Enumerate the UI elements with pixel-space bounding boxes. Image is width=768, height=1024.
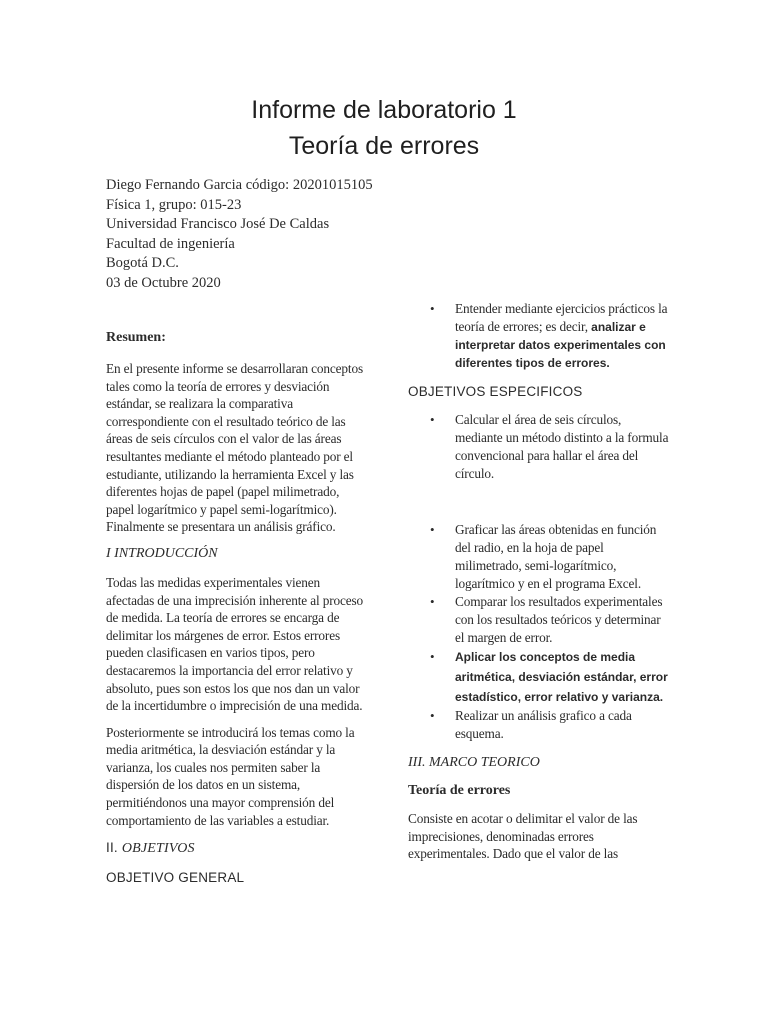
list-item — [408, 593, 670, 647]
specific-objectives-list-2 — [408, 521, 670, 743]
document-title: Informe de laboratorio 1 — [251, 96, 517, 124]
objectives-heading — [106, 840, 368, 857]
author-block — [106, 176, 426, 294]
document-subtitle: Teoría de errores — [288, 132, 480, 160]
left-column — [106, 330, 368, 885]
bullet-icon: • — [430, 412, 435, 427]
specific-objectives-heading: OBJETIVOS ESPECIFICOS — [408, 384, 583, 399]
specific-objective-3: Comparar los resultados experimentales con los resultados teóricos y determinar el margen de error. — [455, 594, 663, 645]
specific-objective-4: Aplicar los conceptos de media aritmética, desviación estándar, error estadístico, error relativo y varianza. — [455, 650, 668, 704]
abstract-heading: Resumen: — [106, 330, 166, 345]
specific-objective-2: Graficar las áreas obtenidas en función del radio, en la hoja de papel milimetrado, semi-logarítmico, logarítmico y en el programa Excel. — [455, 522, 657, 591]
objectives-number: II. — [106, 840, 122, 856]
list-item — [408, 521, 670, 593]
general-objective-bold: analizar e interpretar datos experimentales con diferentes tipos de errores. — [455, 320, 666, 370]
specific-objectives-list-1 — [408, 411, 670, 483]
bullet-icon: • — [430, 708, 435, 723]
intro-paragraph-1: Todas las medidas experimentales vienen afectadas de una imprecisión inherente al proceso de medida. La teoría de errores se encarga de delimitar los márgenes de error. Estos errores pueden clasificasen en varios tipos, pero destacaremos la importancia del error relativo y absoluto, pues son estos los que nos dan un valor de la incertidumbre o imprecisión de una medida. — [106, 574, 363, 714]
bullet-icon: • — [430, 649, 435, 664]
list-item — [408, 647, 670, 707]
list-item — [408, 707, 670, 743]
course-line: Física 1, grupo: 015-23 — [106, 196, 242, 213]
author-line: Diego Fernando Garcia código: 20201015105 — [106, 177, 373, 193]
marco-teorico-heading: III. MARCO TEORICO — [408, 755, 540, 770]
general-objective-list — [408, 300, 670, 372]
teoria-errores-text: Consiste en acotar o delimitar el valor de las imprecisiones, denominadas errores experimentales. Dado que el valor de las — [408, 811, 638, 862]
objectives-title: OBJETIVOS — [121, 841, 195, 857]
abstract-text: En el presente informe se desarrollaran conceptos tales como la teoría de errores y desviación estándar, se realizara la comparativa correspondiente con el resultado teórico de las áreas de seis círculos con el valor de las áreas resultantes mediante el método planteado por el estudiante, utilizando la herramienta Excel y las diferentes hojas de papel (papel milimetrado, papel logarítmico y papel semi-logarítmico). Finalmente se presentara un análisis gráfico. — [106, 361, 363, 535]
bullet-icon: • — [430, 594, 435, 609]
faculty-line: Facultad de ingeniería — [106, 235, 235, 252]
bullet-icon: • — [430, 522, 435, 537]
list-item — [408, 300, 670, 372]
general-objective-text: Entender mediante ejercicios prácticos la teoría de errores; es decir, — [455, 301, 668, 334]
list-item — [408, 411, 670, 483]
general-objective-heading: OBJETIVO GENERAL — [106, 870, 245, 886]
teoria-errores-heading: Teoría de errores — [408, 783, 511, 798]
specific-objective-5: Realizar un análisis grafico a cada esquema. — [455, 708, 632, 741]
intro-paragraph-2: Posteriormente se introducirá los temas como la media aritmética, la desviación estándar y la varianza, los cuales nos permiten saber la dispersión de los datos en un sistema, permitiéndonos una mayor comprensión del comportamiento de las variables a estudiar. — [106, 724, 355, 828]
city-line: Bogotá D.C. — [106, 255, 179, 272]
right-column — [408, 300, 670, 863]
date-line: 03 de Octubre 2020 — [106, 274, 221, 291]
specific-objective-1: Calcular el área de seis círculos, mediante un método distinto a la formula convencional para hallar el área del círculo. — [455, 412, 669, 481]
bullet-icon: • — [430, 301, 435, 316]
university-line: Universidad Francisco José De Caldas — [106, 216, 330, 233]
intro-heading: I INTRODUCCIÓN — [106, 545, 218, 561]
